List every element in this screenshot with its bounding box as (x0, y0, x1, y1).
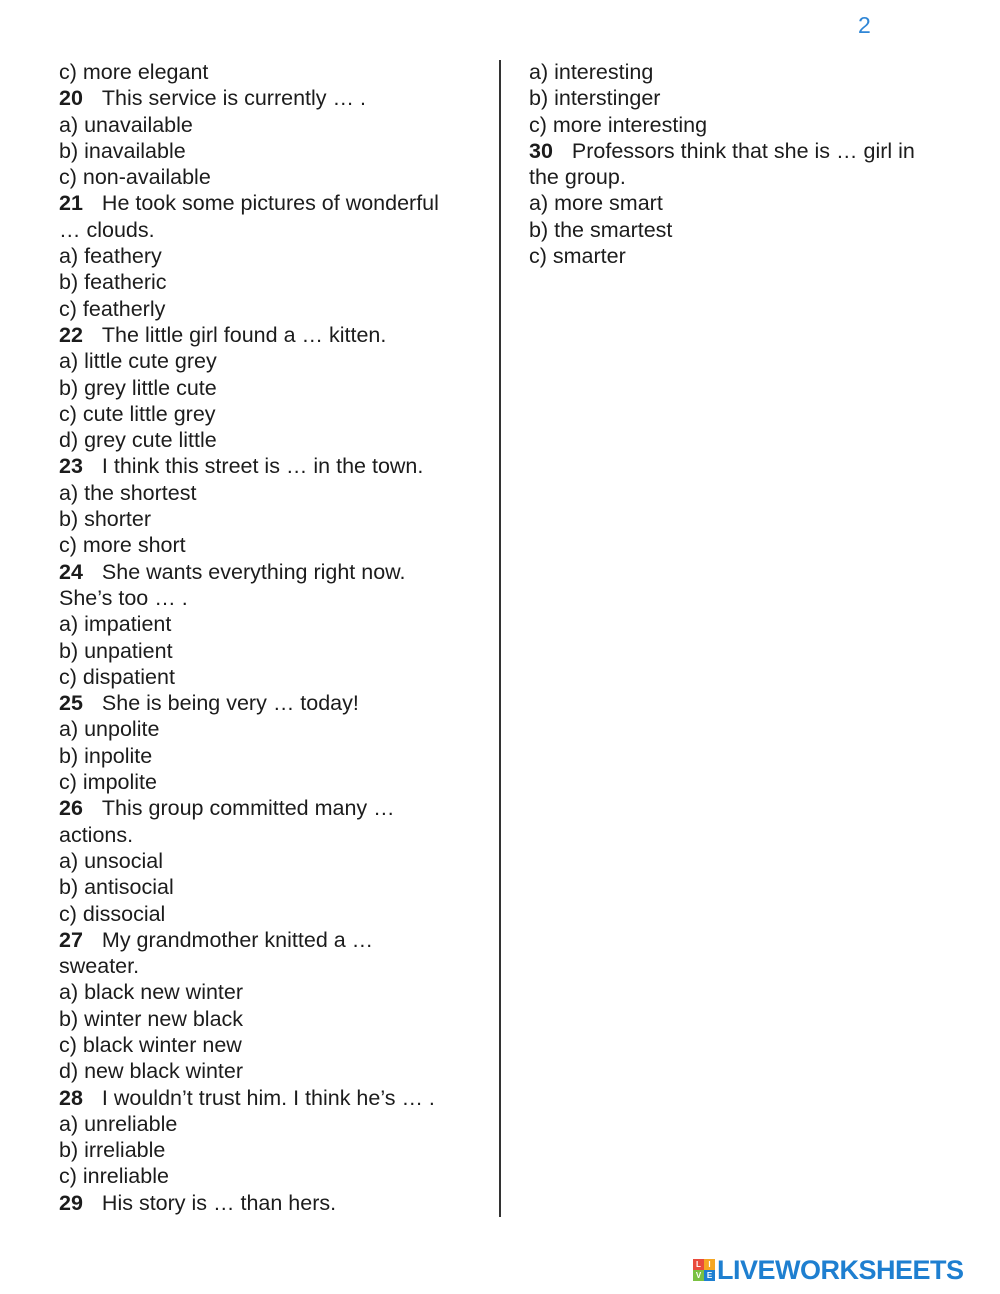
answer-option: d) new black winter (59, 1059, 244, 1084)
answer-option: c) inreliable (59, 1164, 169, 1189)
answer-option: c) impolite (59, 770, 157, 795)
answer-option: d) grey cute little (59, 428, 217, 453)
answer-option: a) unreliable (59, 1111, 178, 1136)
question-text: She wants everything right now. (101, 559, 406, 584)
answer-option: b) grey little cute (59, 375, 217, 400)
answer-option: a) unavailable (59, 112, 193, 137)
question-number: 21 (59, 191, 83, 216)
answer-option: b) inavailable (59, 138, 186, 163)
question-number: 29 (59, 1190, 83, 1215)
question-number: 24 (59, 559, 83, 584)
answer-option: a) unsocial (59, 848, 163, 873)
question-number: 22 (59, 322, 83, 347)
answer-option: b) inpolite (59, 743, 153, 768)
right-column (529, 59, 959, 269)
question-text: She is being very … today! (101, 691, 359, 716)
question-text-continued: the group. (529, 165, 626, 190)
answer-option: c) dissocial (59, 901, 166, 926)
question-number: 30 (529, 138, 553, 163)
question-text: This group committed many … (101, 796, 395, 821)
question-text: This service is currently … . (101, 86, 366, 111)
answer-option: a) feathery (59, 244, 162, 269)
question-text: His story is … than hers. (101, 1190, 337, 1215)
question-line (59, 1190, 484, 1216)
answer-option: a) interesting (529, 60, 654, 84)
answer-option: c) black winter new (59, 1032, 242, 1057)
answer-option: b) unpatient (59, 638, 173, 663)
answer-option: c) cute little grey (59, 401, 216, 426)
question-text-continued: actions. (59, 822, 134, 847)
page-number: 2 (858, 12, 871, 38)
question-text: The little girl found a … kitten. (101, 322, 387, 347)
question-text: He took some pictures of wonderful (101, 191, 439, 216)
answer-option: b) irreliable (59, 1138, 166, 1163)
answer-option: c) non-available (59, 165, 211, 190)
question-line (529, 138, 959, 164)
question-line (59, 927, 484, 953)
left-column (59, 59, 484, 1216)
question-text: Professors think that she is … girl in (571, 138, 915, 163)
answer-option: b) the smartest (529, 217, 673, 242)
answer-option: b) featheric (59, 270, 167, 295)
answer-option: b) shorter (59, 507, 152, 532)
answer-option: b) antisocial (59, 875, 174, 900)
question-line (59, 453, 484, 479)
logo-mark-icon (693, 1259, 715, 1281)
question-text-continued: … clouds. (59, 217, 155, 242)
logo-mark-letter: I (704, 1259, 715, 1270)
question-number: 25 (59, 691, 83, 716)
answer-option: a) little cute grey (59, 349, 217, 374)
question-text: My grandmother knitted a … (101, 927, 374, 952)
question-text: I wouldn’t trust him. I think he’s … . (101, 1085, 435, 1110)
liveworksheets-logo (693, 1255, 964, 1285)
answer-option: a) the shortest (59, 480, 197, 505)
answer-option: b) winter new black (59, 1006, 244, 1031)
answer-option: c) dispatient (59, 664, 175, 689)
answer-option: a) more smart (529, 191, 663, 216)
logo-text: LIVEWORKSHEETS (717, 1255, 964, 1285)
answer-option: b) interstinger (529, 86, 661, 111)
answer-option: c) more interesting (529, 112, 708, 137)
question-line (59, 190, 484, 216)
answer-option: a) unpolite (59, 717, 160, 742)
question-text-continued: She’s too … . (59, 585, 188, 610)
logo-mark-letter: V (693, 1270, 704, 1281)
answer-option: c) featherly (59, 296, 166, 321)
question-line (59, 559, 484, 585)
question-text: I think this street is … in the town. (101, 454, 424, 479)
logo-mark-letter: L (693, 1259, 704, 1270)
question-number: 26 (59, 796, 83, 821)
answer-option: a) impatient (59, 612, 172, 637)
answer-option: c) more elegant (59, 60, 209, 84)
question-line (59, 1085, 484, 1111)
answer-option: a) black new winter (59, 980, 244, 1005)
question-number: 23 (59, 454, 83, 479)
question-line (59, 85, 484, 111)
question-line (59, 322, 484, 348)
question-text-continued: sweater. (59, 954, 140, 979)
answer-option: c) smarter (529, 244, 626, 269)
question-number: 27 (59, 927, 83, 952)
question-number: 28 (59, 1085, 83, 1110)
question-number: 20 (59, 86, 83, 111)
answer-option: c) more short (59, 533, 186, 558)
logo-mark-letter: E (704, 1270, 715, 1281)
column-divider (499, 60, 501, 1217)
question-line (59, 690, 484, 716)
question-line (59, 795, 484, 821)
